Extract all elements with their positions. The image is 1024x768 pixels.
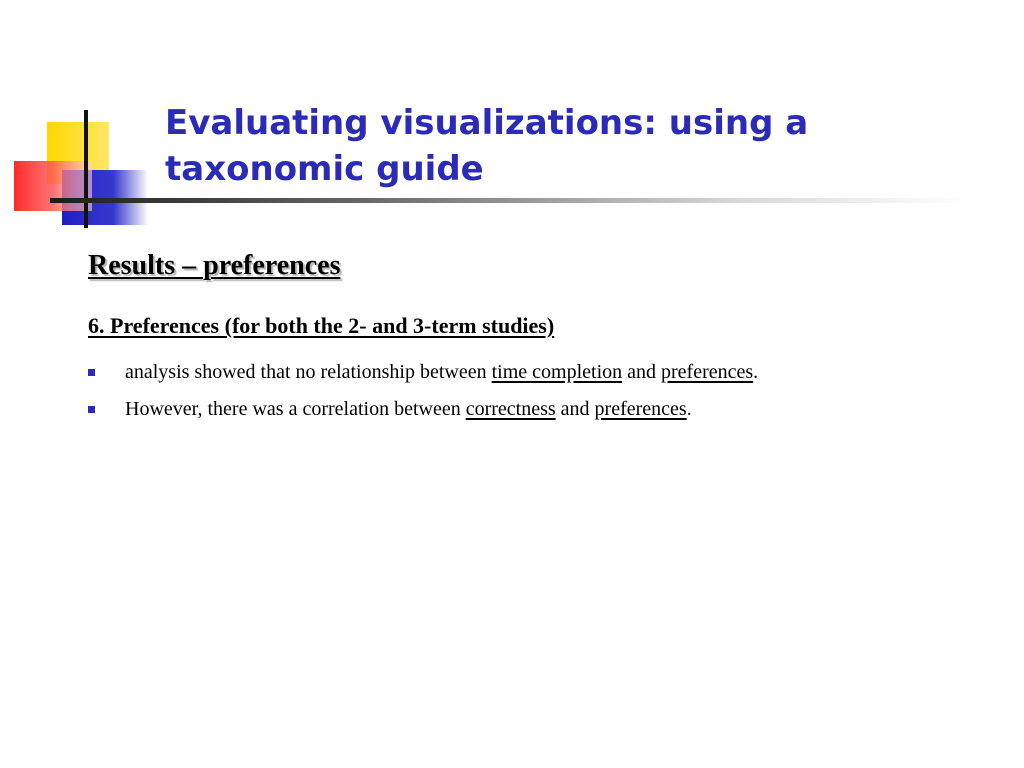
bullet-list: [88, 358, 758, 432]
title-divider: [50, 198, 970, 203]
bullet-item: [88, 395, 758, 432]
bullet-term-underlined: correctness: [465, 398, 556, 420]
bullet-term-underlined: preferences: [661, 361, 754, 383]
slide-title-line-2: taxonomic guide: [165, 149, 484, 189]
bullet-term-underlined: preferences: [594, 398, 687, 420]
bullet-text: However, there was a correlation between: [125, 398, 466, 420]
slide-title-line-1: Evaluating visualizations: using a: [165, 103, 809, 143]
bullet-text: and: [555, 398, 595, 420]
bullet-text: .: [753, 361, 759, 383]
square-bullet-icon: [88, 369, 95, 376]
bullet-text: .: [686, 398, 692, 420]
subsection-heading: 6. Preferences (for both the 2- and 3-term studies): [88, 313, 555, 338]
bullet-item: [88, 358, 758, 395]
section-heading: Results – preferences: [88, 250, 341, 281]
slide-title: [165, 100, 808, 192]
color-blocks-logo-icon: [0, 100, 150, 230]
bullet-term-underlined: time completion: [491, 361, 623, 383]
bullet-text: and: [622, 361, 662, 383]
square-bullet-icon: [88, 406, 95, 413]
bullet-text: analysis showed that no relationship between: [125, 361, 492, 383]
